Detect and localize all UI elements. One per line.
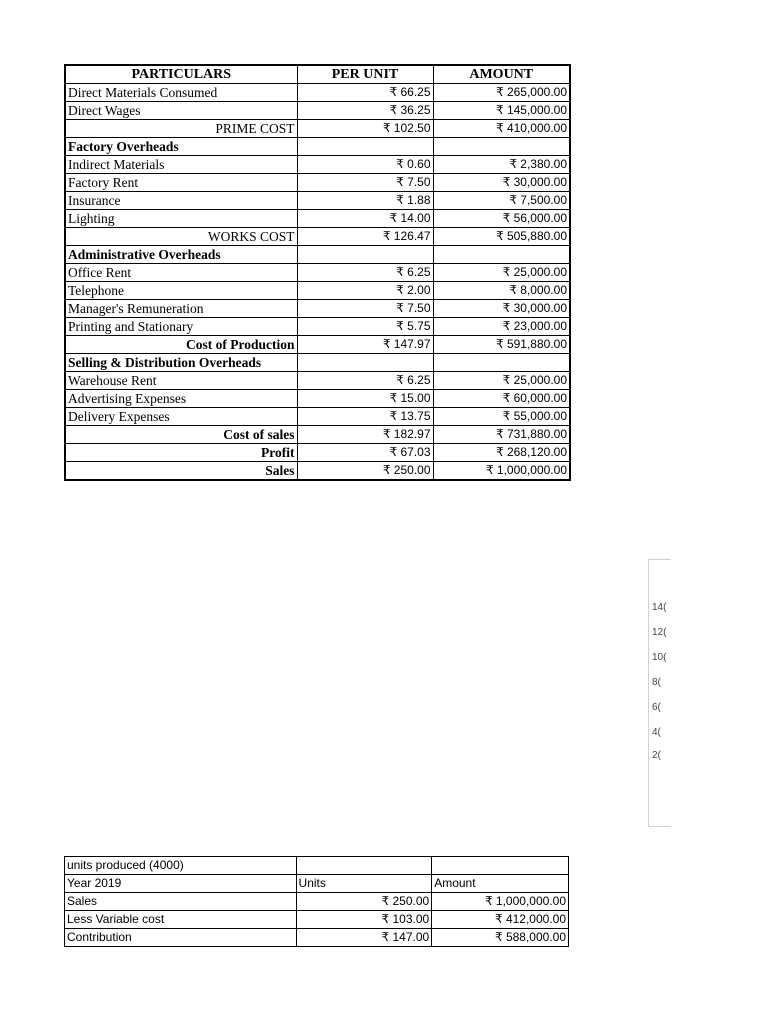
chart-fragment (648, 559, 671, 827)
row-label: Warehouse Rent (65, 372, 297, 390)
row-amount: ₹ 56,000.00 (433, 210, 570, 228)
row-per-unit (297, 138, 433, 156)
table-row (65, 102, 570, 120)
row-per-unit: ₹ 36.25 (297, 102, 433, 120)
row-amount: ₹ 1,000,000.00 (433, 462, 570, 481)
row-per-unit: ₹ 250.00 (297, 462, 433, 481)
subtotal-label: Cost of sales (65, 426, 297, 444)
subtotal-label: Profit (65, 444, 297, 462)
table-row-subtotal (65, 462, 570, 481)
header-amount: AMOUNT (433, 65, 570, 84)
row-per-unit: ₹ 102.50 (297, 120, 433, 138)
cell-label: Contribution (65, 929, 297, 947)
cell-units: ₹ 250.00 (296, 893, 432, 911)
row-label: Telephone (65, 282, 297, 300)
row-label: Delivery Expenses (65, 408, 297, 426)
table-row (65, 318, 570, 336)
cell-amount-header: Amount (432, 875, 569, 893)
row-per-unit: ₹ 182.97 (297, 426, 433, 444)
cell-amount: ₹ 1,000,000.00 (432, 893, 569, 911)
row-amount: ₹ 2,380.00 (433, 156, 570, 174)
table-row (65, 282, 570, 300)
row-amount: ₹ 30,000.00 (433, 300, 570, 318)
row-amount: ₹ 25,000.00 (433, 264, 570, 282)
row-per-unit: ₹ 6.25 (297, 264, 433, 282)
subtotal-label: PRIME COST (65, 120, 297, 138)
row-per-unit: ₹ 147.97 (297, 336, 433, 354)
cell-units (296, 857, 432, 875)
table-row (65, 300, 570, 318)
row-per-unit (297, 246, 433, 264)
table-row-subtotal (65, 228, 570, 246)
row-per-unit: ₹ 6.25 (297, 372, 433, 390)
row-amount: ₹ 30,000.00 (433, 174, 570, 192)
table-row (65, 156, 570, 174)
axis-tick-label: 4( (652, 727, 661, 738)
cost-sheet-table (64, 64, 571, 481)
cell-amount: ₹ 588,000.00 (432, 929, 569, 947)
axis-tick-label: 6( (652, 702, 661, 713)
header-per-unit: PER UNIT (297, 65, 433, 84)
table-row (65, 390, 570, 408)
table-row (65, 174, 570, 192)
row-amount: ₹ 591,880.00 (433, 336, 570, 354)
table-row (65, 911, 569, 929)
row-per-unit: ₹ 7.50 (297, 174, 433, 192)
axis-tick-label: 14( (652, 602, 667, 613)
contribution-table (64, 856, 569, 947)
table-row-section (65, 138, 570, 156)
table-row (65, 84, 570, 102)
table-row (65, 857, 569, 875)
row-amount: ₹ 8,000.00 (433, 282, 570, 300)
row-per-unit: ₹ 126.47 (297, 228, 433, 246)
row-label: Printing and Stationary (65, 318, 297, 336)
table-row (65, 192, 570, 210)
row-amount: ₹ 7,500.00 (433, 192, 570, 210)
row-per-unit (297, 354, 433, 372)
row-per-unit: ₹ 0.60 (297, 156, 433, 174)
section-heading: Factory Overheads (65, 138, 297, 156)
row-per-unit: ₹ 67.03 (297, 444, 433, 462)
row-label: Office Rent (65, 264, 297, 282)
row-per-unit: ₹ 5.75 (297, 318, 433, 336)
row-per-unit: ₹ 66.25 (297, 84, 433, 102)
table-row-section (65, 246, 570, 264)
row-per-unit: ₹ 1.88 (297, 192, 433, 210)
cell-label: Less Variable cost (65, 911, 297, 929)
row-label: Direct Materials Consumed (65, 84, 297, 102)
row-amount: ₹ 731,880.00 (433, 426, 570, 444)
axis-tick-label: 8( (652, 677, 661, 688)
table-row-subtotal (65, 120, 570, 138)
table-row (65, 875, 569, 893)
row-label: Indirect Materials (65, 156, 297, 174)
row-amount: ₹ 60,000.00 (433, 390, 570, 408)
row-amount (433, 246, 570, 264)
row-amount (433, 354, 570, 372)
row-label: Advertising Expenses (65, 390, 297, 408)
section-heading: Selling & Distribution Overheads (65, 354, 297, 372)
row-label: Direct Wages (65, 102, 297, 120)
subtotal-label: WORKS COST (65, 228, 297, 246)
row-amount (433, 138, 570, 156)
axis-tick-label: 2( (652, 750, 661, 761)
row-label: Factory Rent (65, 174, 297, 192)
row-label: Insurance (65, 192, 297, 210)
cell-amount (432, 857, 569, 875)
row-amount: ₹ 410,000.00 (433, 120, 570, 138)
cell-units: ₹ 103.00 (296, 911, 432, 929)
cell-units-header: Units (296, 875, 432, 893)
table-row-subtotal (65, 426, 570, 444)
table-row-subtotal (65, 444, 570, 462)
subtotal-label: Cost of Production (65, 336, 297, 354)
row-amount: ₹ 145,000.00 (433, 102, 570, 120)
cell-units: ₹ 147.00 (296, 929, 432, 947)
row-amount: ₹ 55,000.00 (433, 408, 570, 426)
table-row (65, 893, 569, 911)
header-particulars: PARTICULARS (65, 65, 297, 84)
row-per-unit: ₹ 13.75 (297, 408, 433, 426)
table-row-subtotal (65, 336, 570, 354)
table-row-section (65, 354, 570, 372)
table-row (65, 264, 570, 282)
table-row (65, 929, 569, 947)
section-heading: Administrative Overheads (65, 246, 297, 264)
row-amount: ₹ 25,000.00 (433, 372, 570, 390)
axis-tick-label: 10( (652, 652, 667, 663)
cell-label: units produced (4000) (65, 857, 297, 875)
table-row (65, 408, 570, 426)
cell-amount: ₹ 412,000.00 (432, 911, 569, 929)
row-per-unit: ₹ 2.00 (297, 282, 433, 300)
cell-label: Year 2019 (65, 875, 297, 893)
subtotal-label: Sales (65, 462, 297, 481)
row-amount: ₹ 268,120.00 (433, 444, 570, 462)
row-per-unit: ₹ 14.00 (297, 210, 433, 228)
row-label: Manager's Remuneration (65, 300, 297, 318)
cell-label: Sales (65, 893, 297, 911)
axis-tick-label: 12( (652, 627, 667, 638)
cost-sheet-header-row (65, 65, 570, 84)
row-per-unit: ₹ 7.50 (297, 300, 433, 318)
row-per-unit: ₹ 15.00 (297, 390, 433, 408)
table-row (65, 210, 570, 228)
row-amount: ₹ 23,000.00 (433, 318, 570, 336)
row-label: Lighting (65, 210, 297, 228)
row-amount: ₹ 265,000.00 (433, 84, 570, 102)
table-row (65, 372, 570, 390)
row-amount: ₹ 505,880.00 (433, 228, 570, 246)
